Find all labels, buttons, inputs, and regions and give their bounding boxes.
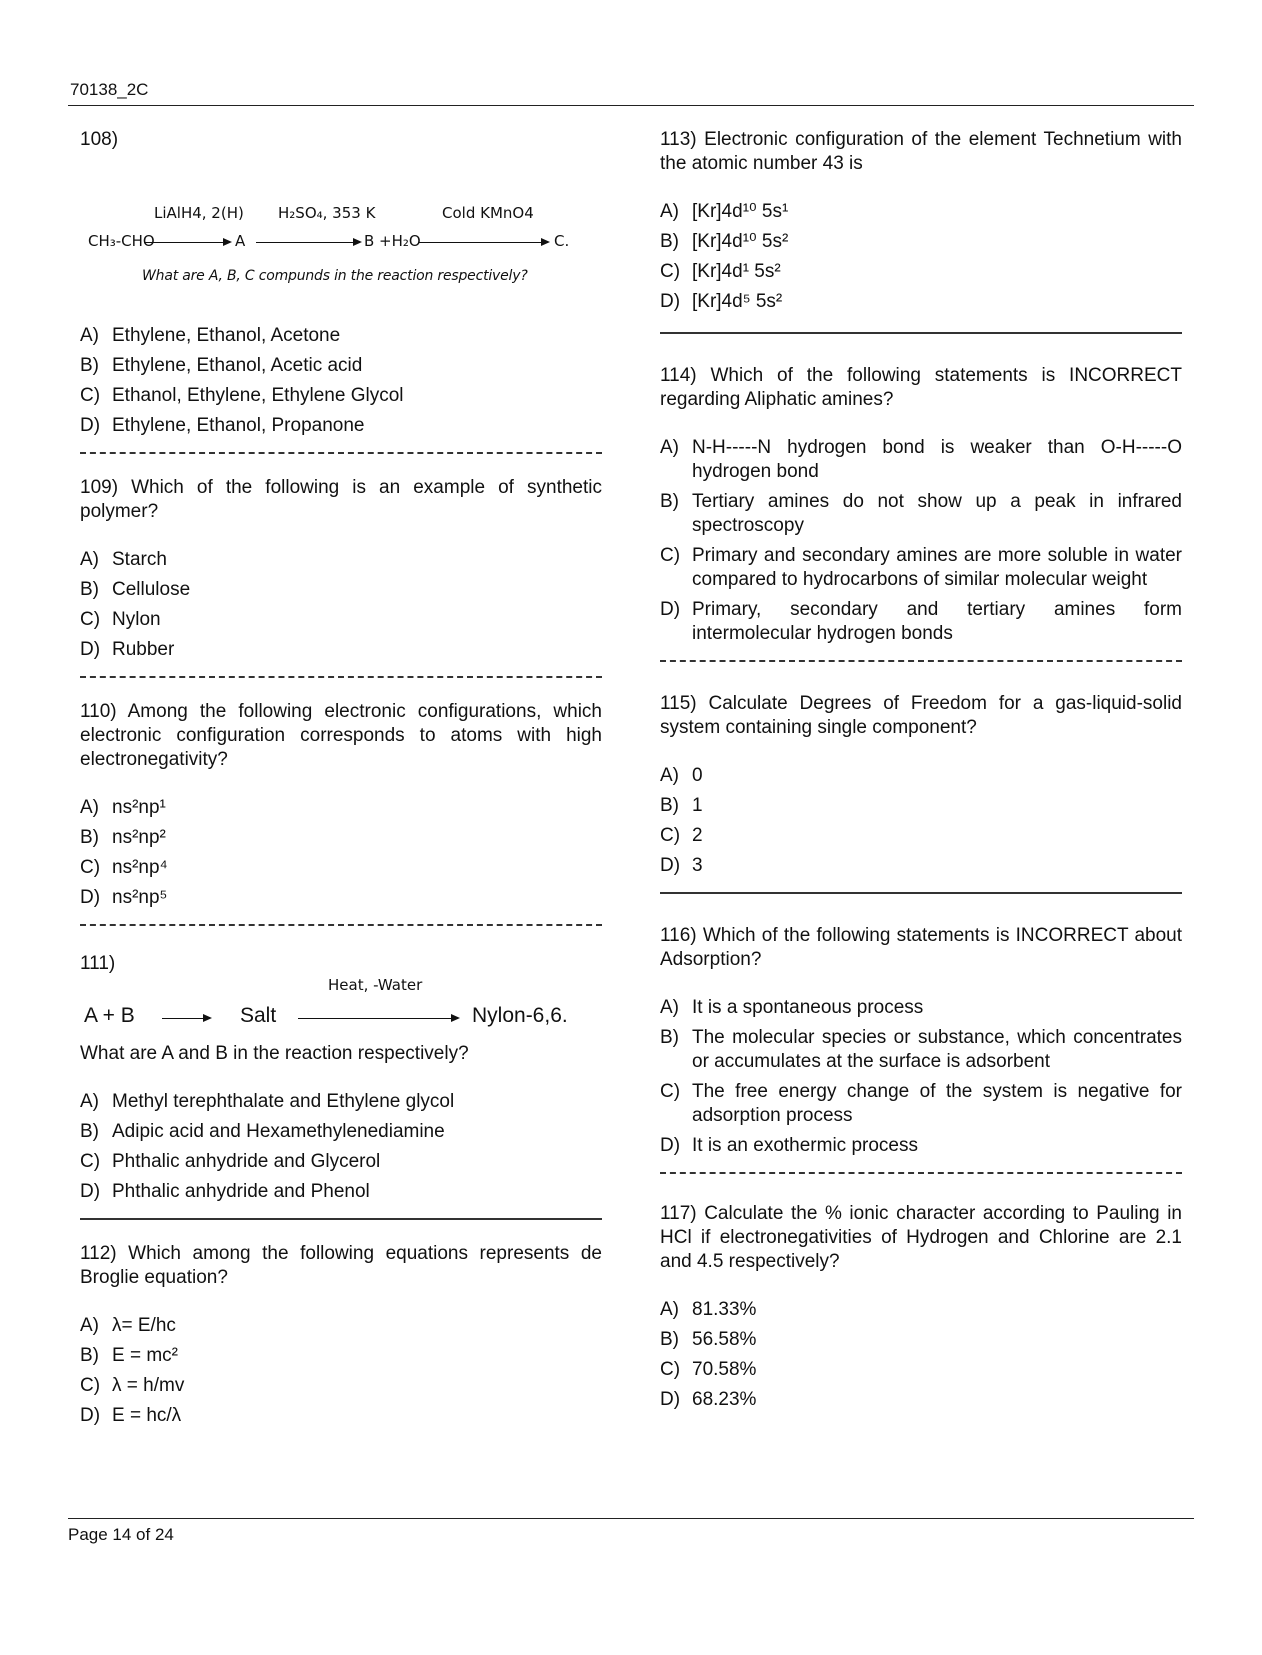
- question-117: [660, 1202, 1182, 1412]
- option-a[interactable]: A) Methyl terephthalate and Ethylene glycol: [80, 1091, 455, 1112]
- option-b[interactable]: B) 1: [660, 795, 703, 816]
- option-c[interactable]: C) Nylon: [80, 609, 161, 630]
- question-108: [80, 128, 602, 438]
- reactants: A + B: [84, 1004, 135, 1027]
- question-stem: 112) Which among the following equations represents de Broglie equation?: [80, 1243, 602, 1288]
- option-c[interactable]: C) ns²np⁴: [80, 857, 168, 878]
- question-stem: What are A and B in the reaction respectively?: [80, 1043, 469, 1064]
- reagent-1: LiAlH4, 2(H): [154, 204, 244, 222]
- option-c[interactable]: C) [Kr]4d¹ 5s²: [660, 261, 781, 282]
- question-number: 108): [80, 129, 119, 150]
- question-112: [80, 1242, 602, 1428]
- left-column: [80, 128, 602, 1434]
- reactant-start: CH₃-CHO: [88, 232, 155, 250]
- options-114: [660, 436, 1182, 646]
- question-stem: 116) Which of the following statements is INCORRECT about Adsorption?: [660, 925, 1182, 970]
- option-c[interactable]: C) 2: [660, 825, 703, 846]
- option-d[interactable]: D) Ethylene, Ethanol, Propanone: [80, 415, 365, 436]
- option-a[interactable]: A) Starch: [80, 549, 167, 570]
- product-b: B +H₂O: [364, 232, 421, 250]
- reaction-scheme-111: [80, 976, 602, 1038]
- option-b[interactable]: B) Cellulose: [80, 579, 191, 600]
- options-108: [80, 324, 602, 438]
- right-column: [660, 128, 1182, 1418]
- option-b[interactable]: B) The molecular species or substance, which concentrates or accumulates at the surface is adsorbent: [660, 1027, 1182, 1072]
- options-110: [80, 796, 602, 910]
- question-separator: [80, 676, 602, 678]
- question-113: [660, 128, 1182, 314]
- option-a[interactable]: A) It is a spontaneous process: [660, 997, 924, 1018]
- options-109: [80, 548, 602, 662]
- reaction-scheme-108: [80, 152, 602, 312]
- option-a[interactable]: A) λ= E/hc: [80, 1315, 176, 1336]
- option-b[interactable]: B) Ethylene, Ethanol, Acetic acid: [80, 355, 363, 376]
- header-rule: [68, 105, 1194, 106]
- arrow-1: [162, 1018, 210, 1019]
- question-separator: [80, 924, 602, 926]
- question-114: [660, 364, 1182, 646]
- option-c[interactable]: C) Phthalic anhydride and Glycerol: [80, 1151, 381, 1172]
- reaction-question: What are A, B, C compunds in the reaction respectively?: [142, 268, 528, 284]
- question-number: 111): [80, 953, 116, 974]
- reagent-2: H₂SO₄, 353 K: [278, 204, 376, 222]
- option-c[interactable]: C) 70.58%: [660, 1359, 757, 1380]
- question-109: [80, 476, 602, 662]
- salt: Salt: [240, 1004, 277, 1027]
- options-115: [660, 764, 1182, 878]
- product-a: A: [235, 232, 246, 250]
- options-111: [80, 1090, 602, 1204]
- arrow-2: [298, 1018, 458, 1019]
- arrow-2: [256, 242, 360, 243]
- option-a[interactable]: A) 0: [660, 765, 703, 786]
- reagent-3: Cold KMnO4: [442, 204, 534, 222]
- option-d[interactable]: D) Rubber: [80, 639, 175, 660]
- footer-rule: [68, 1518, 1194, 1519]
- option-c[interactable]: C) λ = h/mv: [80, 1375, 185, 1396]
- question-stem: 114) Which of the following statements is INCORRECT regarding Aliphatic amines?: [660, 365, 1182, 410]
- question-separator: [80, 452, 602, 454]
- option-a[interactable]: A) 81.33%: [660, 1299, 757, 1320]
- option-d[interactable]: D) Phthalic anhydride and Phenol: [80, 1181, 370, 1202]
- question-separator: [660, 1172, 1182, 1174]
- question-separator: [80, 1218, 602, 1220]
- option-c[interactable]: C) Ethanol, Ethylene, Ethylene Glycol: [80, 385, 404, 406]
- option-a[interactable]: A) ns²np¹: [80, 797, 166, 818]
- product: Nylon-6,6.: [472, 1004, 568, 1027]
- option-b[interactable]: B) Tertiary amines do not show up a peak in infrared spectroscopy: [660, 491, 1182, 536]
- question-stem: 117) Calculate the % ionic character according to Pauling in HCl if electronegativities of Hydrogen and Chlorine are 2.1 and 4.5 respectively?: [660, 1203, 1182, 1272]
- option-b[interactable]: B) ns²np²: [80, 827, 166, 848]
- question-116: [660, 924, 1182, 1158]
- option-d[interactable]: D) [Kr]4d⁵ 5s²: [660, 291, 783, 312]
- option-b[interactable]: B) Adipic acid and Hexamethylenediamine: [80, 1121, 445, 1142]
- option-b[interactable]: B) [Kr]4d¹⁰ 5s²: [660, 231, 789, 252]
- options-112: [80, 1314, 602, 1428]
- option-b[interactable]: B) E = mc²: [80, 1345, 178, 1366]
- options-116: [660, 996, 1182, 1158]
- question-stem: 109) Which of the following is an example of synthetic polymer?: [80, 477, 602, 522]
- question-111: [80, 952, 602, 1204]
- question-separator: [660, 660, 1182, 662]
- page-number: Page 14 of 24: [68, 1525, 174, 1544]
- options-113: [660, 200, 1182, 314]
- option-a[interactable]: A) Ethylene, Ethanol, Acetone: [80, 325, 341, 346]
- option-a[interactable]: A) [Kr]4d¹⁰ 5s¹: [660, 201, 789, 222]
- question-stem: 115) Calculate Degrees of Freedom for a gas-liquid-solid system containing single component?: [660, 693, 1182, 738]
- option-d[interactable]: D) E = hc/λ: [80, 1405, 182, 1426]
- product-c: C.: [554, 232, 570, 250]
- option-b[interactable]: B) 56.58%: [660, 1329, 757, 1350]
- question-stem: 110) Among the following electronic configurations, which electronic configuration corresponds to atoms with high electronegativity?: [80, 701, 602, 770]
- option-c[interactable]: C) The free energy change of the system is negative for adsorption process: [660, 1081, 1182, 1126]
- option-d[interactable]: D) It is an exothermic process: [660, 1135, 918, 1156]
- option-d[interactable]: D) ns²np⁵: [80, 887, 168, 908]
- option-a[interactable]: A) N-H-----N hydrogen bond is weaker than O-H-----O hydrogen bond: [660, 437, 1182, 482]
- question-110: [80, 700, 602, 910]
- question-separator: [660, 892, 1182, 894]
- option-d[interactable]: D) Primary, secondary and tertiary amines form intermolecular hydrogen bonds: [660, 599, 1182, 644]
- option-d[interactable]: D) 3: [660, 855, 703, 876]
- reaction-condition: Heat, -Water: [328, 976, 423, 994]
- arrow-3: [418, 242, 548, 243]
- option-c[interactable]: C) Primary and secondary amines are more soluble in water compared to hydrocarbons of similar molecular weight: [660, 545, 1182, 590]
- question-separator: [660, 332, 1182, 334]
- page-code: 70138_2C: [70, 80, 149, 99]
- question-115: [660, 692, 1182, 878]
- options-117: [660, 1298, 1182, 1412]
- option-d[interactable]: D) 68.23%: [660, 1389, 757, 1410]
- arrow-1: [144, 242, 230, 243]
- question-stem: 113) Electronic configuration of the element Technetium with the atomic number 43 is: [660, 129, 1182, 174]
